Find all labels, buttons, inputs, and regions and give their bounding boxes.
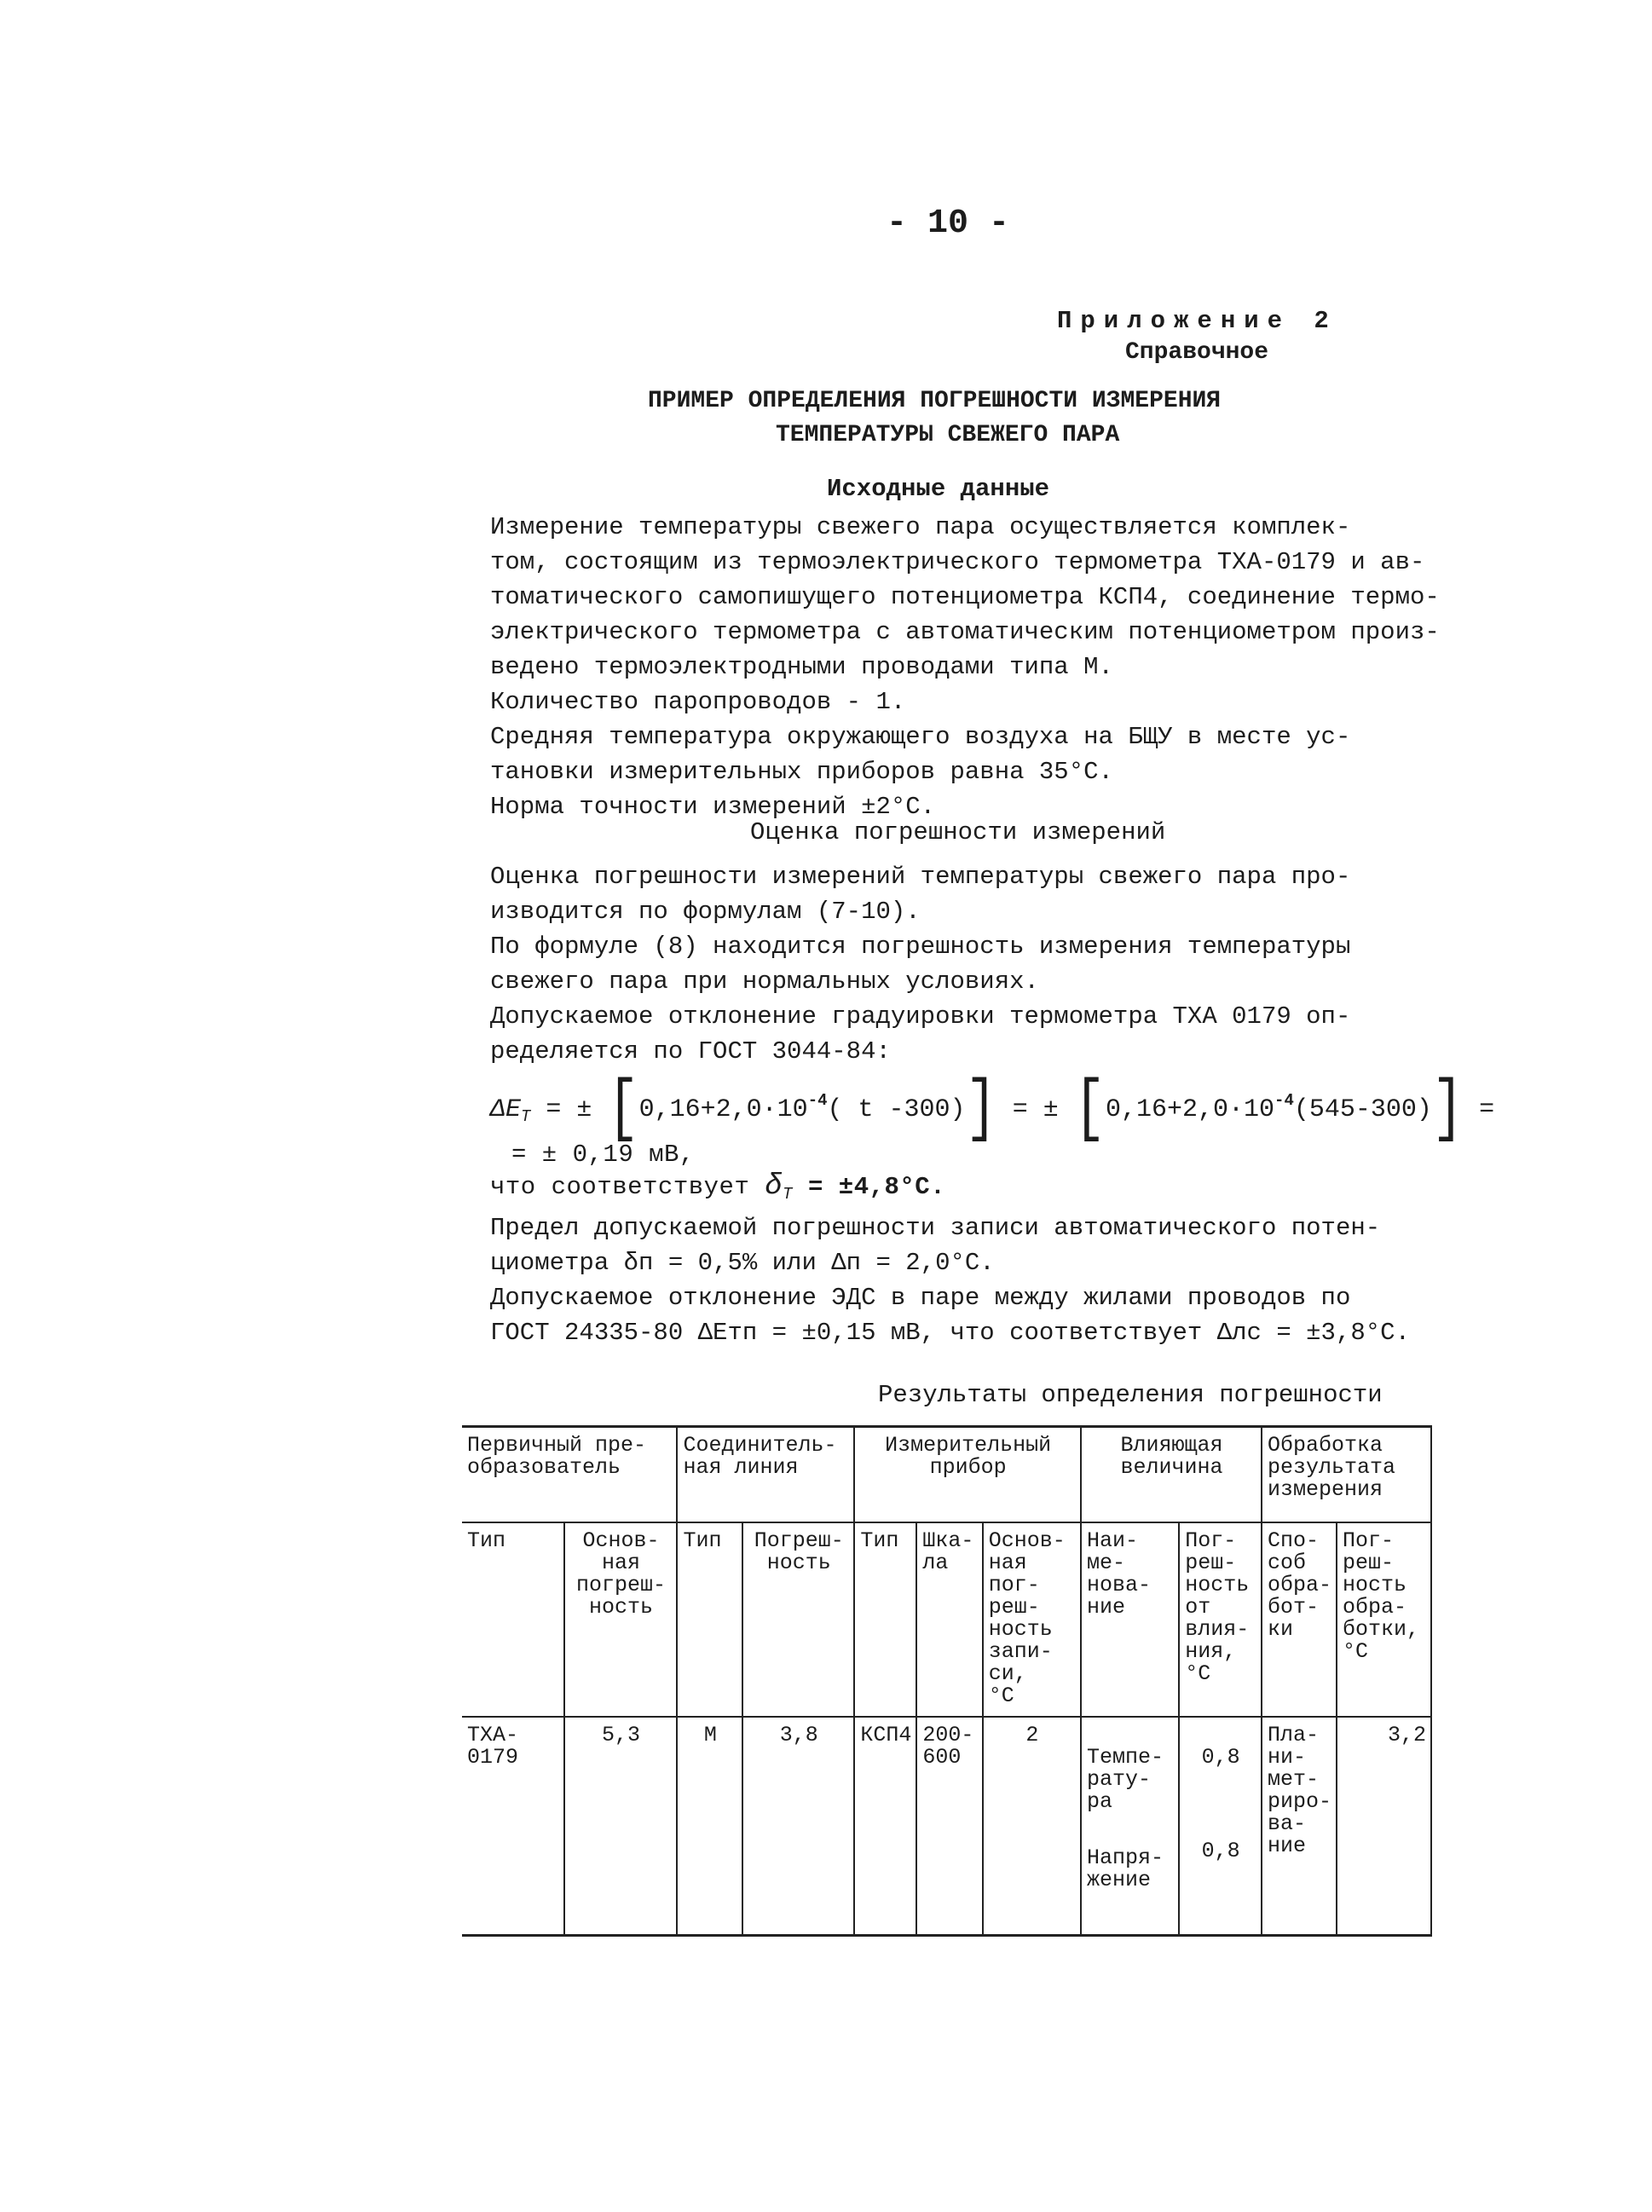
cell-scale: 200- 600 xyxy=(916,1717,982,1936)
formula-part2b: (545-300) xyxy=(1293,1095,1432,1124)
column-header: Шка- ла xyxy=(916,1522,982,1717)
formula-part2a: 0,16+2,0·10 xyxy=(1106,1095,1275,1124)
formula-mid: = ± xyxy=(996,1095,1074,1124)
group-header: Соединитель- ная линия xyxy=(677,1427,854,1523)
paragraph-line: Допускаемое отклонение ЭДС в паре между жилами проводов по xyxy=(490,1284,1351,1312)
formula-result: = ± 0,19 мВ, xyxy=(511,1141,695,1169)
cell-influence-names xyxy=(1081,1717,1179,1936)
cell-record-error: 2 xyxy=(983,1717,1081,1936)
cell-line-error: 3,8 xyxy=(742,1717,854,1936)
paragraph-line: Средняя температура окружающего воздуха на БЩУ в месте ус- xyxy=(490,723,1351,751)
formula-lhs: ΔЕ xyxy=(490,1095,522,1124)
correspondence-text: что соответствует xyxy=(490,1173,765,1201)
paragraph-line: Количество паропроводов - 1. xyxy=(490,688,906,716)
column-header: Основ- ная погреш- ность xyxy=(564,1522,678,1717)
table-caption: Результаты определения погрешности xyxy=(878,1381,1383,1409)
appendix-kind: Справочное xyxy=(1125,339,1269,366)
results-table xyxy=(462,1425,1432,1937)
page-number: - 10 - xyxy=(887,205,1010,243)
paragraph-line: Измерение температуры свежего пара осуществляется комплек- xyxy=(490,513,1351,541)
influence-error: 0,8 xyxy=(1201,1839,1240,1863)
delta-sub: Т xyxy=(783,1185,794,1204)
correspondence-value: = ±4,8°С. xyxy=(793,1173,946,1201)
group-header: Первичный пре- образователь xyxy=(462,1427,677,1523)
paragraph-line: ределяется по ГОСТ 3044-84: xyxy=(490,1037,891,1066)
influence-name: Напря- жение xyxy=(1087,1845,1164,1892)
initial-data-heading: Исходные данные xyxy=(827,475,1050,503)
paragraph-line: ведено термоэлектродными проводами типа М. xyxy=(490,653,1113,681)
formula-tolerance xyxy=(490,1069,1495,1148)
paragraph-line: Предел допускаемой погрешности записи автоматического потен- xyxy=(490,1214,1381,1242)
cell-processing-method: Пла- ни- мет- риро- ва- ние xyxy=(1262,1717,1337,1936)
paragraph-line: циометра δп = 0,5% или Δп = 2,0°С. xyxy=(490,1249,995,1277)
formula-eq: = ± xyxy=(530,1095,608,1124)
column-header: Тип xyxy=(854,1522,916,1717)
column-header: Основ- ная пог- реш- ность запи- си, °С xyxy=(983,1522,1081,1717)
cell-influence-errors xyxy=(1179,1717,1262,1936)
column-header: Погреш- ность xyxy=(742,1522,854,1717)
evaluation-text-b xyxy=(490,1210,1410,1350)
bracket-right-icon: ] xyxy=(965,1069,997,1148)
influence-name: Темпе- рату- ра xyxy=(1087,1745,1164,1814)
paragraph-line: Оценка погрешности измерений температуры свежего пара про- xyxy=(490,863,1351,891)
paragraph-line: электрического термометра с автоматическим потенциометром произ- xyxy=(490,618,1440,646)
paragraph-line: ГОСТ 24335-80 ΔЕтп = ±0,15 мВ, что соответствует Δлс = ±3,8°С. xyxy=(490,1319,1410,1347)
formula-correspondence xyxy=(490,1170,945,1211)
cell-sensor-error: 5,3 xyxy=(564,1717,678,1936)
paragraph-line: Норма точности измерений ±2°С. xyxy=(490,793,936,821)
table-row xyxy=(462,1717,1431,1936)
paragraph-line: томатического самопишущего потенциометра КСП4, соединение термо- xyxy=(490,583,1440,611)
paragraph-line: тановки измерительных приборов равна 35°С. xyxy=(490,758,1113,786)
initial-data-text xyxy=(490,510,1440,824)
column-header: Пог- реш- ность от влия- ния, °С xyxy=(1179,1522,1262,1717)
paragraph-line: том, состоящим из термоэлектрического термометра ТХА-0179 и ав- xyxy=(490,548,1425,576)
cell-processing-error: 3,2 xyxy=(1337,1717,1431,1936)
document-title-line2: ТЕМПЕРАТУРЫ СВЕЖЕГО ПАРА xyxy=(776,422,1120,448)
cell-line-type: М xyxy=(677,1717,742,1936)
formula-exp1: -4 xyxy=(807,1091,828,1110)
column-header: Наи- ме- нова- ние xyxy=(1081,1522,1179,1717)
bracket-right-icon: ] xyxy=(1431,1069,1464,1148)
formula-part1b: ( t -300) xyxy=(827,1095,966,1124)
formula-tail: = xyxy=(1464,1095,1495,1124)
paragraph-line: изводится по формулам (7-10). xyxy=(490,898,921,926)
delta-symbol: δ xyxy=(765,1170,783,1203)
paragraph-line: Допускаемое отклонение градуировки термометра ТХА 0179 оп- xyxy=(490,1002,1351,1031)
formula-part1a: 0,16+2,0·10 xyxy=(638,1095,808,1124)
evaluation-text-a xyxy=(490,859,1360,1069)
bracket-left-icon: [ xyxy=(1073,1069,1106,1148)
column-header: Пог- реш- ность обра- ботки, °С xyxy=(1337,1522,1431,1717)
cell-device-type: КСП4 xyxy=(854,1717,916,1936)
paragraph-line: свежего пара при нормальных условиях. xyxy=(490,967,1039,996)
column-header: Спо- соб обра- бот- ки xyxy=(1262,1522,1337,1717)
influence-error: 0,8 xyxy=(1201,1745,1240,1770)
appendix-label: Приложение 2 xyxy=(1057,307,1337,335)
bracket-left-icon: [ xyxy=(607,1069,639,1148)
table-group-row xyxy=(462,1427,1431,1523)
column-header: Тип xyxy=(677,1522,742,1717)
paragraph-line: По формуле (8) находится погрешность измерения температуры xyxy=(490,933,1351,961)
document-title-line1: ПРИМЕР ОПРЕДЕЛЕНИЯ ПОГРЕШНОСТИ ИЗМЕРЕНИЯ xyxy=(648,388,1222,414)
formula-exp2: -4 xyxy=(1274,1091,1294,1110)
evaluation-heading: Оценка погрешности измерений xyxy=(750,818,1166,846)
group-header: Обработка результата измерения xyxy=(1262,1427,1431,1523)
column-header: Тип xyxy=(462,1522,564,1717)
group-header: Влияющая величина xyxy=(1081,1427,1262,1523)
table-header-row xyxy=(462,1522,1431,1717)
cell-sensor-type: ТХА- 0179 xyxy=(462,1717,564,1936)
group-header: Измерительный прибор xyxy=(854,1427,1081,1523)
formula-lhs-sub: Т xyxy=(521,1107,531,1126)
